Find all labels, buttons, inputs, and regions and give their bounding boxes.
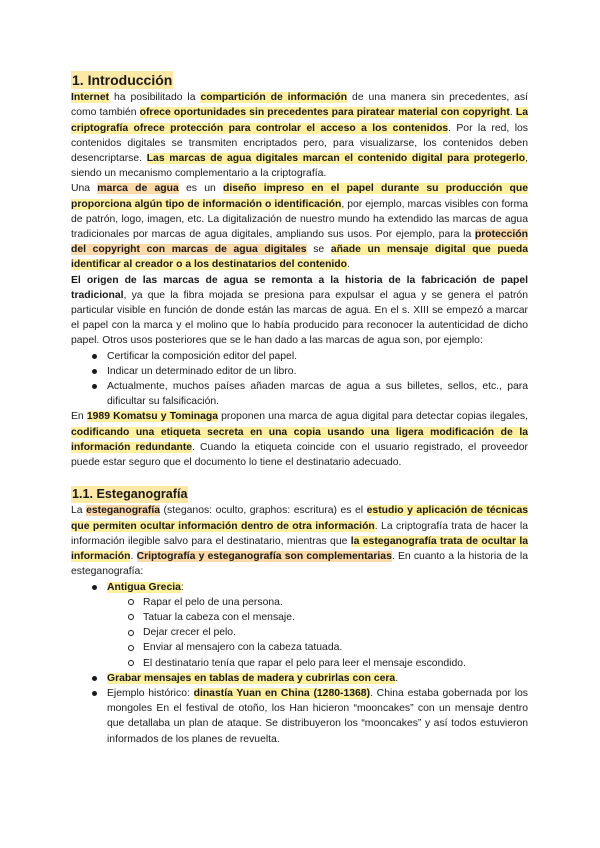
highlight-diseno-impreso: diseño impreso en el papel durante su producción que proporciona algún tipo de información o identificación bbox=[71, 183, 528, 210]
highlight-internet: Internet bbox=[71, 92, 110, 104]
highlight-proteccion-copyright: protección del copyright con marcas de agua digitales bbox=[71, 229, 528, 256]
list-item-antigua-grecia: Antigua Grecia: Rapar el pelo de una persona. Tatuar la cabeza con el mensaje. Dejar crecer el pelo. Enviar al mensajero con la cabeza tatuada. El destinatario tenía que rapar el pelo para leer el mensaje escondido. bbox=[71, 580, 528, 671]
heading-introduccion: 1. Introducción bbox=[72, 72, 173, 88]
highlight-comparticion: compartición de información bbox=[200, 92, 348, 104]
paragraph-esteganografia: La esteganografía (steganos: oculto, graphos: escritura) es el estudio y aplicación de técnicas que permiten ocultar información dentro de otra información. La criptografía trata de hacer la información ilegible salvo para el destinatario, mientras que la esteganografía trata de ocultar la información. Criptografía y esteganografía son complementarias. En cuanto a la historia de la esteganografía: bbox=[71, 505, 529, 578]
list-item: Certificar la composición editor del papel. bbox=[71, 349, 528, 364]
highlight-criptografia: La criptografía ofrece protección para controlar el acceso a los contenidos bbox=[71, 107, 528, 134]
list-item: El destinatario tenía que rapar el pelo para leer el mensaje escondido. bbox=[107, 656, 528, 671]
highlight-dinastia-yuan: dinastía Yuan en China (1280-1368) bbox=[193, 687, 371, 699]
history-list bbox=[71, 580, 528, 747]
greece-steps-list bbox=[107, 595, 528, 671]
document-page bbox=[71, 71, 528, 747]
list-item: Rapar el pelo de una persona. bbox=[107, 595, 528, 610]
highlight-ocultar-informacion: la esteganografía trata de ocultar la información bbox=[71, 535, 529, 563]
section-heading-esteganografia bbox=[71, 486, 528, 503]
highlight-etiqueta-secreta: codificando una etiqueta secreta en una copia usando una ligera modificación de la información redundante bbox=[71, 426, 528, 453]
highlight-estudio-tecnicas: estudio y aplicación de técnicas que permiten ocultar información dentro de otra información bbox=[71, 505, 529, 532]
highlight-tablas-madera: Grabar mensajes en tablas de madera y cubrirlas con cera bbox=[107, 672, 396, 684]
section-heading-introduccion bbox=[71, 71, 528, 90]
highlight-piratear: ofrece oportunidades sin precedentes para piratear material con copyright bbox=[139, 107, 510, 119]
bold-origen: El origen de las marcas de agua se remonta a la historia de la fabricación de papel tradicional bbox=[71, 274, 528, 301]
highlight-marcas-digitales: Las marcas de agua digitales marcan el contenido digital para protegerlo bbox=[146, 153, 526, 165]
list-item: Tatuar la cabeza con el mensaje. bbox=[107, 610, 528, 625]
highlight-komatsu: 1989 Komatsu y Tominaga bbox=[86, 411, 218, 423]
heading-esteganografia: 1.1. Esteganografía bbox=[72, 487, 188, 502]
paragraph-komatsu: En 1989 Komatsu y Tominaga proponen una marca de agua digital para detectar copias ilegales, codificando una etiqueta secreta en una copia usando una ligera modificación de la información redundante. Cuando la etiqueta coincide con el usuario registrado, el proveedor puede estar seguro que el documento lo tiene el destinatario adecuado. bbox=[71, 411, 528, 469]
highlight-mensaje-digital: añade un mensaje digital que pueda identificar al creador o a los destinatarios del contenido bbox=[71, 244, 528, 271]
list-item-dinastia-yuan: Ejemplo histórico: dinastía Yuan en China (1280-1368). China estaba gobernada por los mongoles En el festival de otoño, los Han hicieron “mooncakes” con un mensaje dentro que detallaba un plan de ataque. Se distribuyeron los “mooncakes” y así todos estuvieron informados de los planes de revuelta. bbox=[71, 686, 528, 747]
list-item: Dejar crecer el pelo. bbox=[107, 625, 528, 640]
highlight-complementarias: Criptografía y esteganografía son complementarias bbox=[136, 551, 392, 563]
list-item: Actualmente, muchos países añaden marcas de agua a sus billetes, sellos, etc., para dificultar su falsificación. bbox=[71, 379, 528, 409]
paragraph-internet: Internet ha posibilitado la compartición de información de una manera sin precedentes, así como también ofrece oportunidades sin precedentes para piratear material con copyright. La criptografía ofrece protección para controlar el acceso a los contenidos. Por la red, los contenidos digitales se transmiten encriptados pero, para visualizarse, los contenidos deben desencriptarse. Las marcas de agua digitales marcan el contenido digital para protegerlo, siendo un mecanismo complementario a la criptografía. bbox=[71, 92, 529, 180]
list-item: Indicar un determinado editor de un libro. bbox=[71, 364, 528, 379]
highlight-marca-de-agua: marca de agua bbox=[97, 183, 179, 195]
uses-list bbox=[71, 349, 528, 410]
list-item-tablas-madera: Grabar mensajes en tablas de madera y cubrirlas con cera. bbox=[71, 671, 528, 686]
highlight-esteganografia: esteganografía bbox=[86, 505, 161, 517]
list-item: Enviar al mensajero con la cabeza tatuada. bbox=[107, 640, 528, 655]
highlight-antigua-grecia: Antigua Grecia bbox=[107, 581, 181, 593]
paragraph-origen: El origen de las marcas de agua se remonta a la historia de la fabricación de papel tradicional, ya que la fibra mojada se presiona para expulsar el agua y se genera el patrón particular visible en función de donde están las marcas de agua. En el s. XIII se empezó a marcar el papel con la marca y el molino que lo había producido para reconocer la autenticidad de dicho papel. Otros usos posteriores que se le han dado a las marcas de agua son, por ejemplo: bbox=[71, 274, 528, 347]
paragraph-marca-de-agua: Una marca de agua es un diseño impreso en el papel durante su producción que proporciona algún tipo de información o identificación, por ejemplo, marcas visibles con forma de patrón, logo, imagen, etc. La digitalización de nuestro mundo ha extendido las marcas de agua tradicionales por marcas de agua digitales, ampliando sus usos. Por ejemplo, para la protección del copyright con marcas de agua digitales se añade un mensaje digital que pueda identificar al creador o a los destinatarios del contenido. bbox=[71, 183, 529, 271]
